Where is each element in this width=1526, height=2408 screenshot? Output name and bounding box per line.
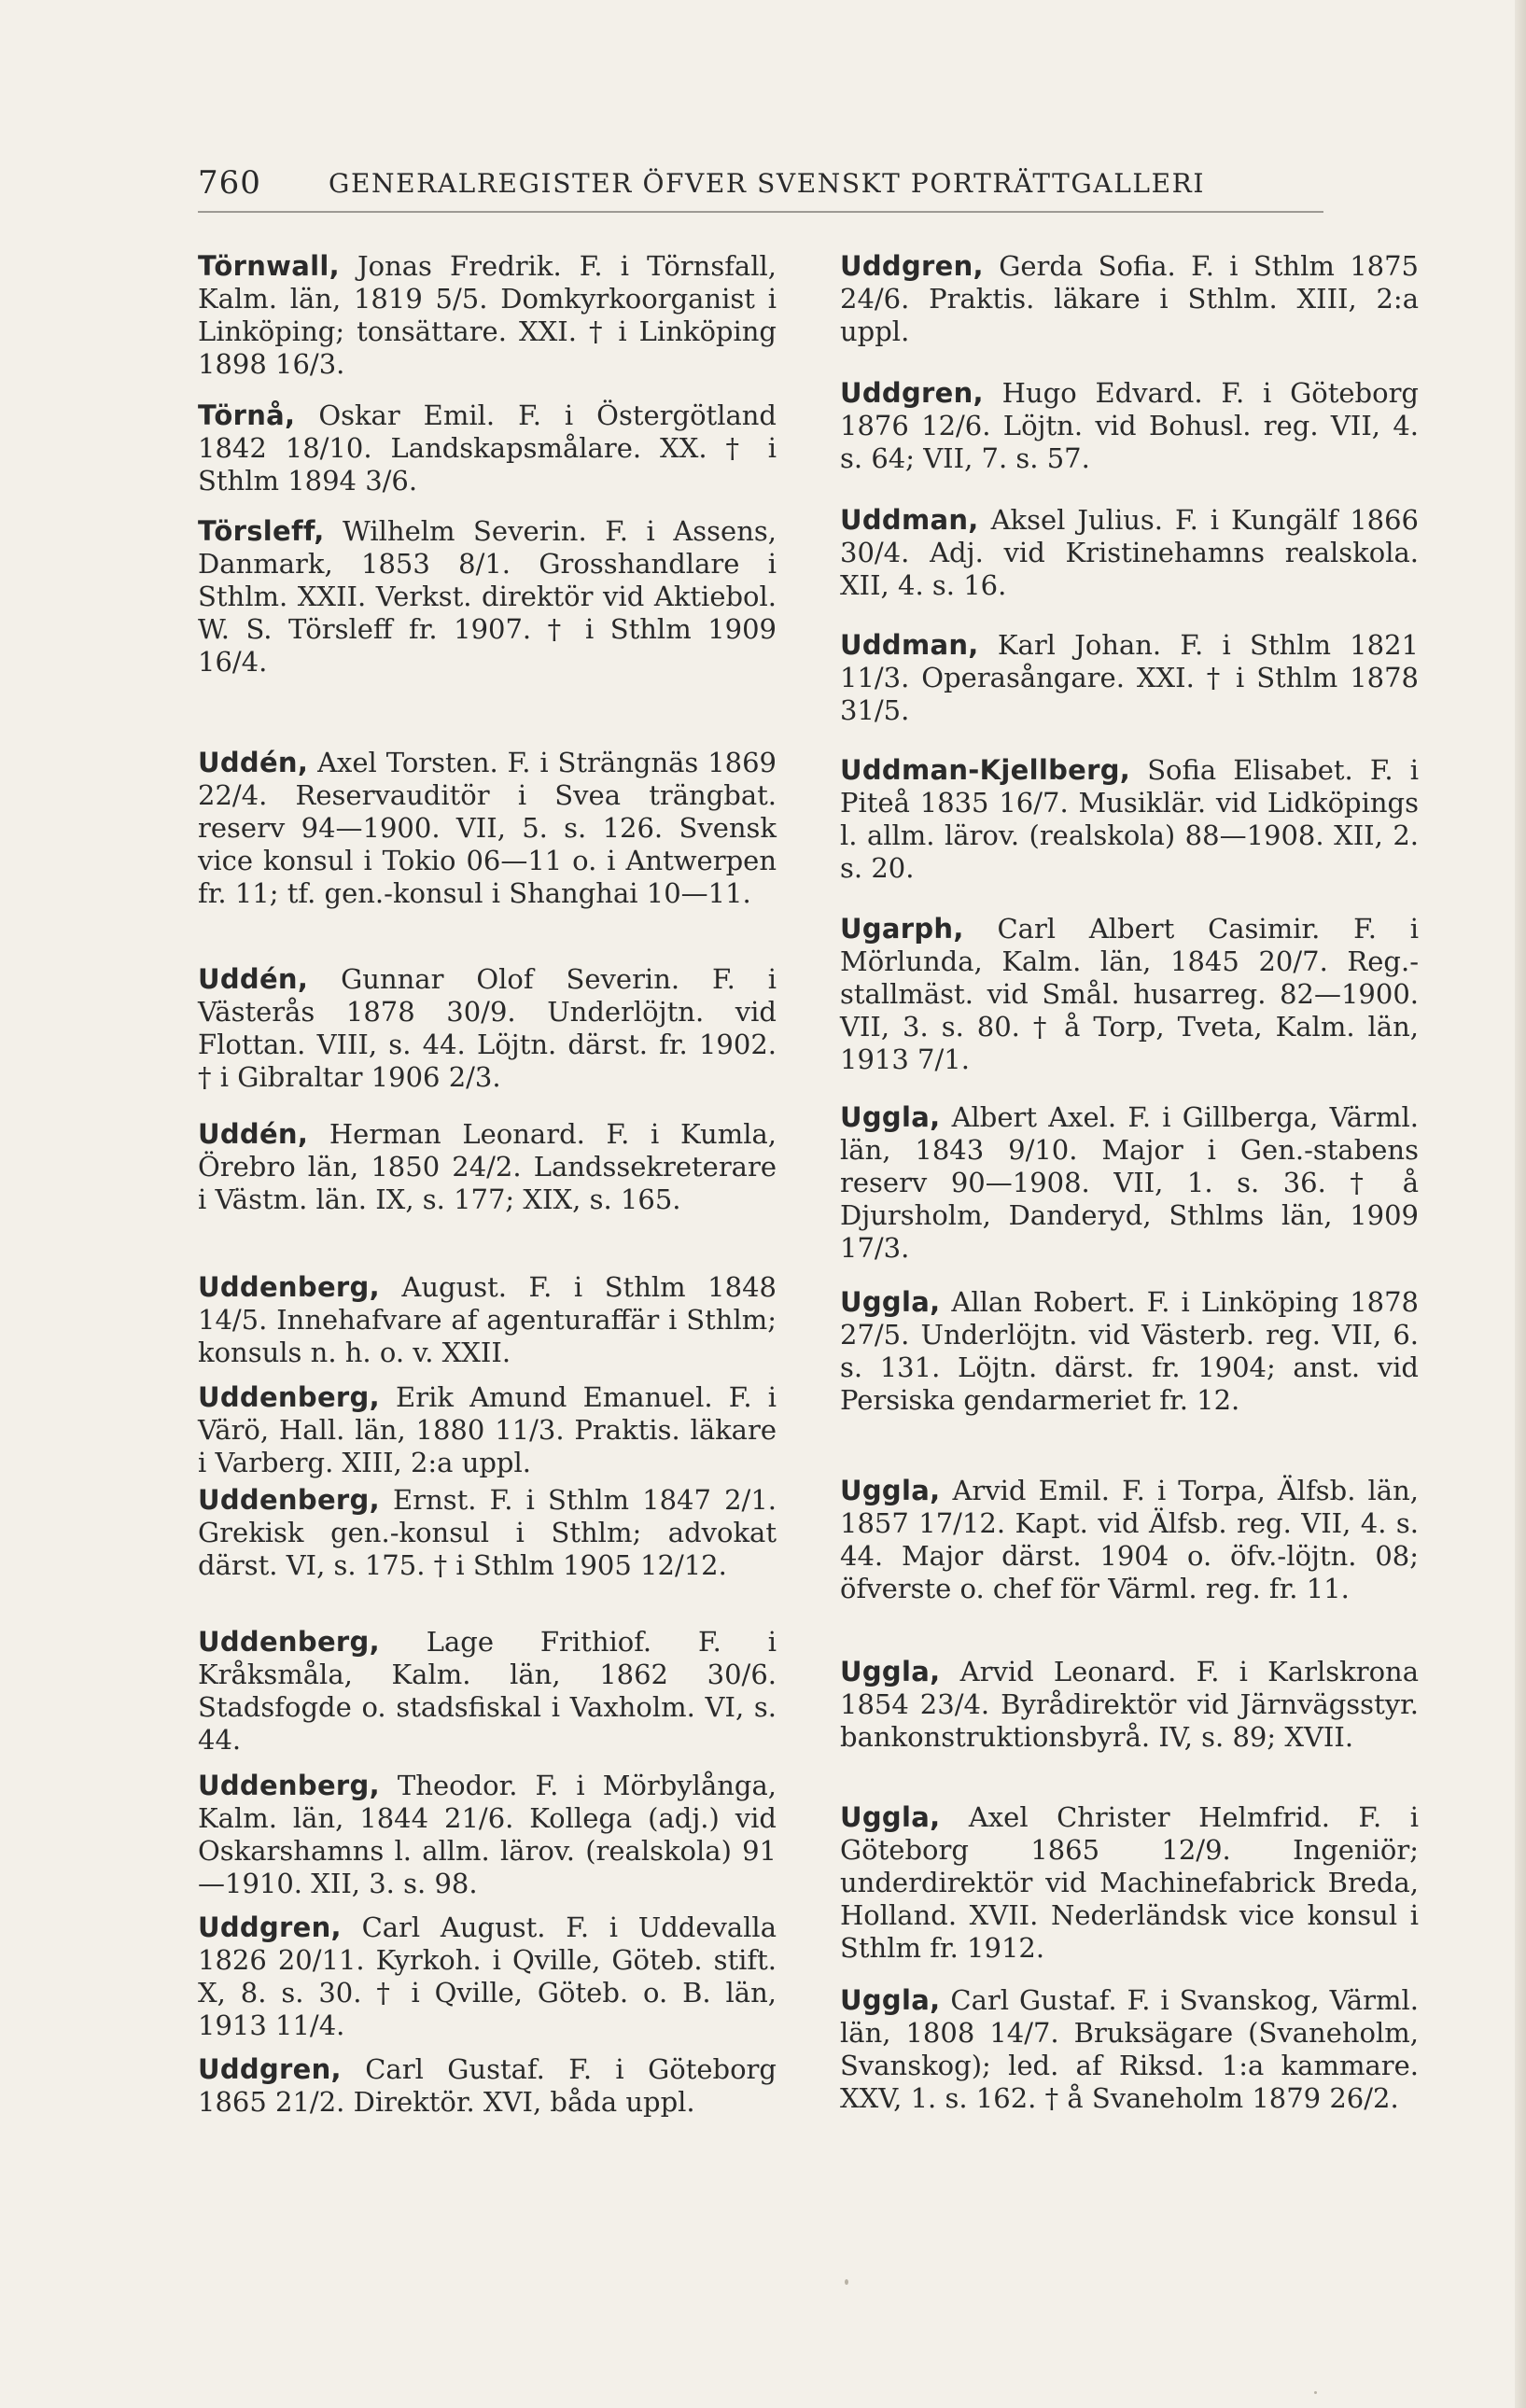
register-entry	[840, 1101, 1419, 1265]
register-entry	[840, 1475, 1419, 1605]
register-entry	[198, 1118, 777, 1216]
register-entry	[840, 629, 1419, 727]
entry-text: Albert Axel. F. i Gillberga, Värml. län, 1843 9/10. Major i Gen.-stabens reserv 90—1908. VII, 1. s. 36. † å Djursholm, Danderyd, Sthlms län, 1909 17/3.	[840, 1101, 1419, 1264]
entry-text: Wilhelm Severin. F. i Assens, Danmark, 1853 8/1. Grosshandlare i Sthlm. XXII. Verkst. direktör vid Aktiebol. W. S. Törsleff fr. 1907. † i Sthlm 1909 16/4.	[198, 515, 777, 678]
entry-name: Uddenberg,	[198, 1381, 380, 1413]
entry-name: Törsleff,	[198, 515, 325, 547]
register-entry	[840, 504, 1419, 602]
register-entry	[840, 754, 1419, 885]
entry-text: Arvid Leonard. F. i Karlskrona 1854 23/4. Byrådirektör vid Järnvägsstyr. bankonstruktionsbyrå. IV, s. 89; XVII.	[840, 1656, 1419, 1753]
entry-name: Uddman,	[840, 629, 979, 661]
register-entry	[198, 515, 777, 679]
register-entry	[198, 747, 777, 910]
register-entry	[198, 1271, 777, 1369]
register-entry	[198, 963, 777, 1094]
entry-name: Uddman,	[840, 504, 979, 536]
entry-text: Theodor. F. i Mörbylånga, Kalm. län, 1844 21/6. Kollega (adj.) vid Oskarshamns l. allm. lärov. (realskola) 91—1910. XII, 3. s. 98.	[198, 1770, 777, 1899]
entry-name: Törnå,	[198, 399, 296, 431]
entry-text: Carl Albert Casimir. F. i Mörlunda, Kalm. län, 1845 20/7. Reg.-stallmäst. vid Smål. husarreg. 82—1900. VII, 3. s. 80. † å Torp, Tveta, Kalm. län, 1913 7/1.	[840, 913, 1419, 1075]
entry-text: Herman Leonard. F. i Kumla, Örebro län, 1850 24/2. Landssekreterare i Västm. län. IX, s. 177; XIX, s. 165.	[198, 1118, 777, 1215]
entry-name: Uddgren,	[840, 250, 984, 282]
entry-name: Uddén,	[198, 747, 309, 778]
entry-text: Ernst. F. i Sthlm 1847 2/1. Grekisk gen.-konsul i Sthlm; advokat därst. VI, s. 175. † i Sthlm 1905 12/12.	[198, 1484, 777, 1581]
entry-name: Ugarph,	[840, 913, 964, 945]
entry-name: Uggla,	[840, 1801, 941, 1833]
entry-text: Aksel Julius. F. i Kungälf 1866 30/4. Adj. vid Kristinehamns realskola. XII, 4. s. 16.	[840, 504, 1419, 601]
entry-name: Uggla,	[840, 1101, 941, 1133]
register-entry	[840, 1801, 1419, 1965]
register-entry	[198, 1484, 777, 1582]
entry-name: Uggla,	[840, 1286, 941, 1318]
register-entry	[198, 1626, 777, 1757]
entry-name: Uddenberg,	[198, 1271, 380, 1303]
entry-text: Allan Robert. F. i Linköping 1878 27/5. Underlöjtn. vid Västerb. reg. VII, 6. s. 131. Löjtn. därst. fr. 1904; anst. vid Persiska gendarmeriet fr. 12.	[840, 1286, 1419, 1416]
entry-name: Uggla,	[840, 1475, 941, 1506]
entry-text: August. F. i Sthlm 1848 14/5. Innehafvare af agenturaffär i Sthlm; konsuls n. h. o. v. XXII.	[198, 1271, 777, 1368]
entry-text: Gerda Sofia. F. i Sthlm 1875 24/6. Praktis. läkare i Sthlm. XIII, 2:a uppl.	[840, 250, 1419, 347]
entry-text: Carl Gustaf. F. i Göteborg 1865 21/2. Direktör. XVI, båda uppl.	[198, 2053, 777, 2118]
register-entry	[198, 399, 777, 497]
register-entry	[840, 1984, 1419, 2115]
entry-text: Carl August. F. i Uddevalla 1826 20/11. Kyrkoh. i Qville, Göteb. stift. X, 8. s. 30. † i Qville, Göteb. o. B. län, 1913 11/4.	[198, 1911, 777, 2041]
register-entry	[840, 1286, 1419, 1417]
entry-name: Uddgren,	[840, 377, 984, 409]
register-entry	[198, 250, 777, 381]
entry-text: Axel Christer Helmfrid. F. i Göteborg 1865 12/9. Ingeniör; underdirektör vid Machinefabrick Breda, Holland. XVII. Nederländsk vice konsul i Sthlm fr. 1912.	[840, 1801, 1419, 1964]
entry-name: Uddgren,	[198, 1911, 342, 1943]
entry-name: Uddenberg,	[198, 1626, 380, 1658]
entry-text: Karl Johan. F. i Sthlm 1821 11/3. Operasångare. XXI. † i Sthlm 1878 31/5.	[840, 629, 1419, 726]
entry-name: Törnwall,	[198, 250, 340, 282]
entry-name: Uddén,	[198, 1118, 309, 1150]
register-entry	[840, 377, 1419, 475]
register-entry	[840, 250, 1419, 348]
entry-text: Jonas Fredrik. F. i Törnsfall, Kalm. län, 1819 5/5. Domkyrkoorganist i Linköping; tonsättare. XXI. † i Linköping 1898 16/3.	[198, 250, 777, 380]
entry-name: Uddén,	[198, 963, 309, 995]
register-entry	[840, 1656, 1419, 1754]
running-title: GENERALREGISTER ÖFVER SVENSKT PORTRÄTTGALLERI	[329, 168, 1205, 199]
entry-name: Uggla,	[840, 1984, 941, 2016]
page-header	[198, 164, 1323, 213]
page-edge-shadow	[1515, 0, 1526, 2408]
paper-speck	[1314, 2391, 1317, 2394]
register-entry	[198, 1770, 777, 1900]
entry-text: Gunnar Olof Severin. F. i Västerås 1878 30/9. Underlöjtn. vid Flottan. VIII, s. 44. Löjtn. därst. fr. 1902. † i Gibraltar 1906 2/3.	[198, 963, 777, 1093]
entry-text: Axel Torsten. F. i Strängnäs 1869 22/4. Reservauditör i Svea trängbat. reserv 94—1900. VII, 5. s. 126. Svensk vice konsul i Tokio 06—11 o. i Antwerpen fr. 11; tf. gen.-konsul i Shanghai 10—11.	[198, 747, 777, 909]
page-number: 760	[198, 164, 261, 202]
register-entry	[840, 913, 1419, 1076]
entry-text: Oskar Emil. F. i Östergötland 1842 18/10. Landskapsmålare. XX. † i Sthlm 1894 3/6.	[198, 399, 777, 497]
entry-name: Uddenberg,	[198, 1484, 380, 1516]
entry-text: Lage Frithiof. F. i Kråksmåla, Kalm. län, 1862 30/6. Stadsfogde o. stadsfiskal i Vaxholm. VI, s. 44.	[198, 1626, 777, 1756]
entry-name: Uddgren,	[198, 2053, 342, 2085]
register-entry	[198, 1381, 777, 1479]
entry-text: Arvid Emil. F. i Torpa, Älfsb. län, 1857 17/12. Kapt. vid Älfsb. reg. VII, 4. s. 44. Major därst. 1904 o. öfv.-löjtn. 08; öfverste o. chef för Värml. reg. fr. 11.	[840, 1475, 1419, 1604]
entry-name: Uddman-Kjellberg,	[840, 754, 1131, 786]
entry-name: Uddenberg,	[198, 1770, 380, 1801]
entry-text: Erik Amund Emanuel. F. i Värö, Hall. län, 1880 11/3. Praktis. läkare i Varberg. XIII, 2:a uppl.	[198, 1381, 777, 1478]
paper-speck	[845, 2279, 848, 2285]
entry-name: Uggla,	[840, 1656, 941, 1687]
entry-text: Sofia Elisabet. F. i Piteå 1835 16/7. Musiklär. vid Lidköpings l. allm. lärov. (realskola) 88—1908. XII, 2. s. 20.	[840, 754, 1419, 884]
register-entry	[198, 2053, 777, 2119]
entry-text: Carl Gustaf. F. i Svanskog, Värml. län, 1808 14/7. Bruksägare (Svaneholm, Svanskog); led. af Riksd. 1:a kammare. XXV, 1. s. 162. † å Svaneholm 1879 26/2.	[840, 1984, 1419, 2114]
register-entry	[198, 1911, 777, 2042]
entry-text: Hugo Edvard. F. i Göteborg 1876 12/6. Löjtn. vid Bohusl. reg. VII, 4. s. 64; VII, 7. s. 57.	[840, 377, 1419, 474]
